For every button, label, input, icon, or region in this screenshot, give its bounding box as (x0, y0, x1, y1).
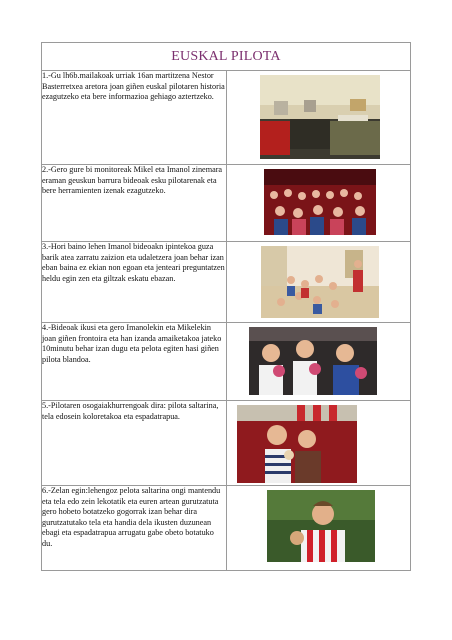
table-row (42, 242, 411, 323)
exhibition-photo (260, 75, 380, 159)
children-balls-photo (249, 327, 377, 395)
title-row (42, 43, 411, 71)
row-text: 2.-Gero gure bi monitoreak Mikel eta Imanol zinemara eraman geuskun barrura bideoak esku pilotarenak eta bere herramienten izenak ezagutzeko. (42, 165, 223, 196)
table-row (42, 486, 411, 571)
row-text: 1.-Gu lh6b.mailakoak urriak 16an martitzena Nestor Basterretxea aretora joan giñen euskal pilotaren historia ezagutzeko eta bere informazioa gehiago aztertzeko. (42, 71, 225, 102)
text-cell (42, 71, 227, 165)
image-cell (226, 401, 411, 486)
cinema-photo (264, 169, 376, 235)
row-text: 3.-Hori baino lehen Imanol bideoakn ipintekoa guza barik atea zarratu zaizion eta udaletzera joan behar izan eban baina ez ekian non egoan eta jenteari preguntatzen heldu egin zen eta giltzak eskatu ebazan. (42, 242, 225, 283)
boy-ball-photo (267, 490, 375, 562)
table-row (42, 401, 411, 486)
image-cell (226, 323, 411, 401)
image-cell (226, 165, 411, 242)
image-cell (226, 242, 411, 323)
two-girls-photo (237, 405, 357, 483)
table-row (42, 323, 411, 401)
image-cell (226, 71, 411, 165)
text-cell (42, 401, 227, 486)
activity-table (41, 42, 411, 571)
row-text: 5.-Pilotaren osogaiakhurrengoak dira: pilota saltarina, tela edosein koloretakoa eta espadatrapua. (42, 401, 219, 421)
row-text: 6.-Zelan egin:lehengoz pelota saltarina ongi mantendu eta tela edo zein lekotatik eta euren artean gurutzatuta gero hobeto botatzeko gogorrak izan behar dira gurutzatutako tela eta handia dela ikusten duzunean ebagi eta espadatrapua arrugatu gabe obeto botatuko du. (42, 486, 221, 548)
page-title: EUSKAL PILOTA (171, 49, 281, 64)
group-floor-photo (261, 246, 379, 318)
text-cell (42, 323, 227, 401)
text-cell (42, 165, 227, 242)
table-row (42, 71, 411, 165)
table-row (42, 165, 411, 242)
row-text: 4.-Bideoak ikusi eta gero Imanolekin eta Mikelekin joan giñen frontoira eta han izanda amaiketakoa jateko 10minutu behar izan dugu eta pelota egiten hasi giñen pilota blandoa. (42, 323, 222, 364)
text-cell (42, 242, 227, 323)
text-cell (42, 486, 227, 571)
title-cell (42, 43, 411, 71)
image-cell (226, 486, 411, 571)
